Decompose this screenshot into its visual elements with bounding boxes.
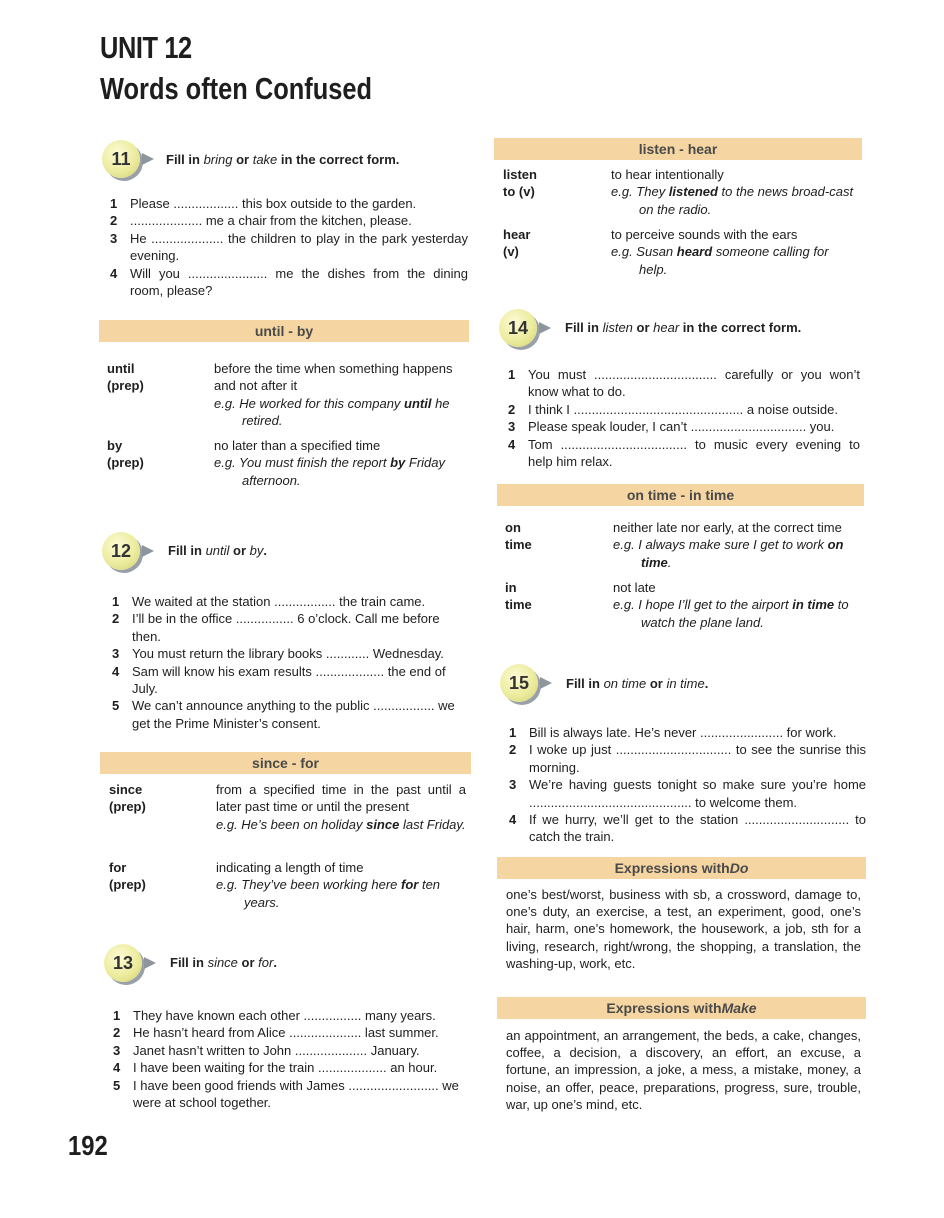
list-item: 4 Sam will know his exam results ................... the end of July. — [112, 663, 446, 697]
list-item: 2 .................... me a chair from the kitchen, please. — [110, 213, 412, 229]
expressions-make-text: an appointment, an arrangement, the beds, a cake, changes, coffee, a decision, a discovery, an effort, an excuse, a fortune, an impression, a joke, a mess, a mistake, money, a noise, an offer, peace, preparations, progress, sure, trouble, war, up one’s mind, etc. — [506, 1028, 861, 1112]
exercise-14-badge: 14 — [499, 309, 537, 347]
exercise-13-instruction: Fill in since or for. — [170, 955, 277, 970]
example-until: e.g. He worked for this company until he retired. — [214, 395, 450, 429]
example-on-time: e.g. I always make sure I get to work on time. — [613, 537, 844, 570]
section-band-on-time-in-time: on time - in time — [497, 484, 864, 506]
exercise-11-instruction: Fill in bring or take in the correct form. — [166, 152, 400, 167]
definition-text: not late — [613, 580, 656, 595]
example-since: e.g. He’s been on holiday since last Friday. — [216, 816, 466, 832]
unit-number: UNIT 12 — [100, 30, 192, 65]
list-item: 2 I’ll be in the office ................ 6 o’clock. Call me before then. — [112, 611, 440, 644]
exercise-13-badge: 13 — [104, 944, 142, 982]
exercise-13-items — [113, 1007, 469, 1111]
list-item: 3 Janet hasn’t written to John .................... January. — [113, 1042, 420, 1058]
exercise-14-items — [508, 366, 860, 470]
list-item: 3 He .................... the children to play in the park yesterday evening. — [110, 230, 468, 264]
section-band-since-for: since - for — [100, 752, 471, 774]
list-item: 1 They have known each other ................ many years. — [113, 1008, 436, 1023]
exercise-14-instruction: Fill in listen or hear in the correct form. — [565, 320, 802, 335]
example-hear: e.g. Susan heard someone calling for help. — [611, 244, 829, 277]
exercise-12-instruction: Fill in until or by. — [168, 543, 268, 558]
section-band-expressions-make: Expressions with Make — [497, 997, 866, 1019]
list-item: 3 You must return the library books ............ Wednesday. — [112, 646, 444, 662]
list-item: 4 I have been waiting for the train ................... an hour. — [113, 1060, 438, 1076]
list-item: 3 Please speak louder, I can’t ................................ you. — [508, 419, 835, 435]
section-band-until-by: until - by — [99, 320, 469, 342]
section-band-listen-hear: listen - hear — [494, 138, 862, 160]
exercise-15-instruction: Fill in on time or in time. — [566, 676, 709, 691]
list-item: 1 Please .................. this box outside to the garden. — [110, 196, 417, 211]
list-item: 5 I have been good friends with James ......................... we were at school together. — [113, 1077, 459, 1111]
list-item: 4 If we hurry, we’ll get to the station ............................. to catch the train. — [509, 812, 866, 845]
definition-text: neither late nor early, at the correct time — [613, 520, 842, 535]
term-in-time: in time — [505, 580, 532, 613]
definition-text: to hear intentionally — [611, 167, 724, 182]
list-item: 3 We’re having guests tonight so make sure you’re home ............................................. to welcome them. — [509, 777, 866, 810]
list-item: 1 Bill is always late. He’s never ....................... for work. — [509, 725, 837, 740]
exercise-12-badge: 12 — [102, 532, 140, 570]
term-by: by (prep) — [107, 438, 144, 471]
section-band-expressions-do: Expressions with Do — [497, 857, 866, 879]
list-item: 5 We can’t announce anything to the public ................. we get the Prime Minister’s consent. — [112, 698, 455, 731]
list-item: 1 We waited at the station ................. the train came. — [112, 594, 426, 609]
example-listen: e.g. They listened to the news broad-cast on the radio. — [611, 184, 854, 217]
unit-title: Words often Confused — [100, 71, 373, 106]
term-until: until (prep) — [107, 361, 144, 394]
definition-text: indicating a length of time — [216, 860, 364, 875]
list-item: 2 I woke up just ................................ to see the sunrise this morning. — [509, 742, 866, 775]
exercise-11-badge: 11 — [102, 140, 140, 178]
list-item: 2 He hasn’t heard from Alice .................... last summer. — [113, 1025, 439, 1041]
list-item: 4 Tom ................................... to music every evening to help him relax. — [508, 436, 860, 470]
term-on-time: on time — [505, 520, 532, 553]
term-for: for (prep) — [109, 860, 146, 893]
example-by: e.g. You must finish the report by Friday afternoon. — [214, 455, 445, 488]
list-item: 2 I think I ............................................... a noise outside. — [508, 401, 838, 417]
expressions-do-text: one’s best/worst, business with sb, a crossword, damage to, one’s duty, an exercise, a test, an experiment, good, one’s hair, harm, one’s homework, the housework, a job, sth for a living, research, right/wrong, the shopping, a translation, the washing-up, work, etc. — [506, 887, 861, 971]
term-hear: hear (v) — [503, 227, 531, 260]
definition-text: from a specified time in the past until a later past time or until the present — [216, 782, 466, 815]
list-item: 4 Will you ...................... me the dishes from the dining room, please? — [110, 265, 468, 299]
exercise-15-items — [509, 724, 866, 846]
list-item: 1 You must .................................. carefully or you won’t know what to do. — [508, 367, 860, 400]
definition-text: before the time when something happens and not after it — [214, 361, 453, 394]
definition-text: no later than a specified time — [214, 438, 381, 453]
term-since: since (prep) — [109, 782, 146, 815]
example-in-time: e.g. I hope I’ll get to the airport in time to watch the plane land. — [613, 597, 849, 630]
exercise-15-badge: 15 — [500, 664, 538, 702]
page-number: 192 — [68, 1130, 108, 1161]
example-for: e.g. They’ve been working here for ten years. — [216, 877, 441, 910]
term-listen: listen to (v) — [503, 167, 537, 200]
exercise-12-items — [112, 593, 470, 732]
definition-text: to perceive sounds with the ears — [611, 227, 798, 242]
exercise-11-items — [110, 195, 468, 299]
